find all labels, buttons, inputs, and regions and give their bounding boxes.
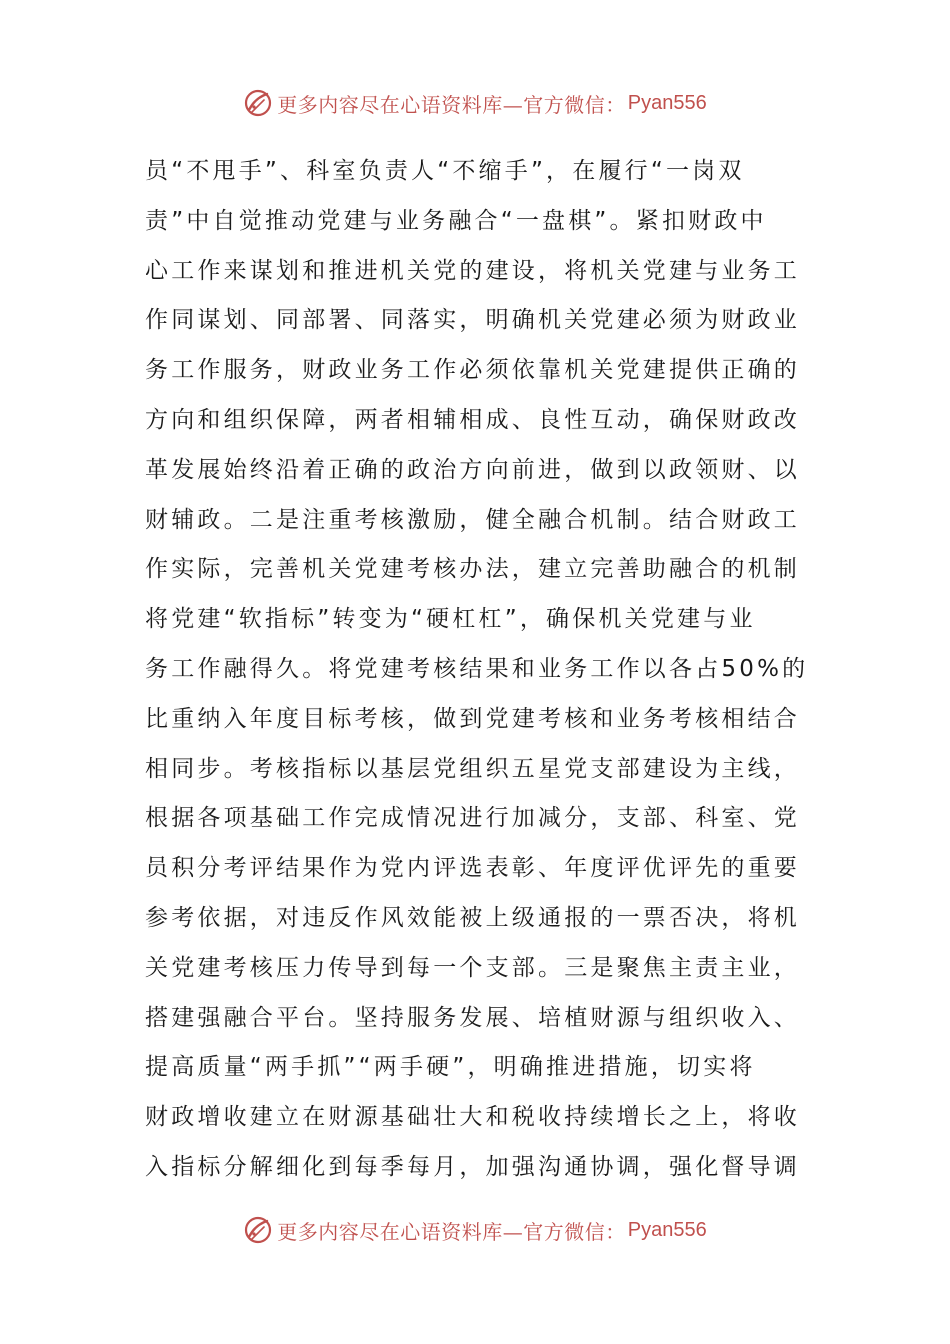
text-line: 将党建“软指标”转变为“硬杠杠”，确保机关党建与业 xyxy=(145,606,756,633)
header-banner xyxy=(0,86,950,120)
text-line: 作同谋划、同部署、同落实，明确机关党建必须为财政业 xyxy=(145,307,800,334)
text-line: 比重纳入年度目标考核，做到党建考核和业务考核相结合 xyxy=(145,705,800,732)
text-line: 搭建强融合平台。坚持服务发展、培植财源与组织收入、 xyxy=(145,1004,800,1031)
text-line: 心工作来谋划和推进机关党的建设，将机关党建与业务工 xyxy=(145,257,800,284)
text-line: 相同步。考核指标以基层党组织五星党支部建设为主线， xyxy=(145,755,800,782)
text-line: 作实际，完善机关党建考核办法，建立完善助融合的机制 xyxy=(145,556,800,583)
footer-banner-text: 更多内容尽在心语资料库—官方微信： xyxy=(277,1219,626,1244)
text-line: 员积分考评结果作为党内评选表彰、年度评优评先的重要 xyxy=(145,855,800,882)
text-line: 务工作融得久。将党建考核结果和业务工作以各占50%的 xyxy=(145,655,809,682)
document-body xyxy=(145,147,815,1193)
text-line: 务工作服务，财政业务工作必须依靠机关党建提供正确的 xyxy=(145,357,800,384)
text-line: 责”中自觉推动党建与业务融合“一盘棋”。紧扣财政中 xyxy=(145,207,767,234)
text-line: 提高质量“两手抓”“两手硬”，明确推进措施，切实将 xyxy=(145,1054,756,1081)
text-line: 革发展始终沿着正确的政治方向前进，做到以政领财、以 xyxy=(145,456,800,483)
text-line: 财政增收建立在财源基础壮大和税收持续增长之上，将收 xyxy=(145,1104,800,1131)
footer-wechat-id: Pyan556 xyxy=(627,1218,707,1241)
text-line: 员“不甩手”、科室负责人“不缩手”，在履行“一岗双 xyxy=(145,158,745,184)
text-line: 关党建考核压力传导到每一个支部。三是聚焦主责主业， xyxy=(145,954,800,981)
pen-logo-icon xyxy=(243,1215,273,1245)
header-banner-text: 更多内容尽在心语资料库—官方微信： xyxy=(277,92,626,117)
text-line: 参考依据，对违反作风效能被上级通报的一票否决，将机 xyxy=(145,904,800,931)
text-line: 入指标分解细化到每季每月，加强沟通协调，强化督导调 xyxy=(145,1153,800,1180)
text-line: 方向和组织保障，两者相辅相成、良性互动，确保财政改 xyxy=(145,406,800,433)
text-line: 财辅政。二是注重考核激励，健全融合机制。结合财政工 xyxy=(145,506,800,533)
footer-banner xyxy=(0,1213,950,1247)
pen-logo-icon xyxy=(243,88,273,118)
header-wechat-id: Pyan556 xyxy=(627,91,707,114)
text-line: 根据各项基础工作完成情况进行加减分，支部、科室、党 xyxy=(145,805,800,832)
